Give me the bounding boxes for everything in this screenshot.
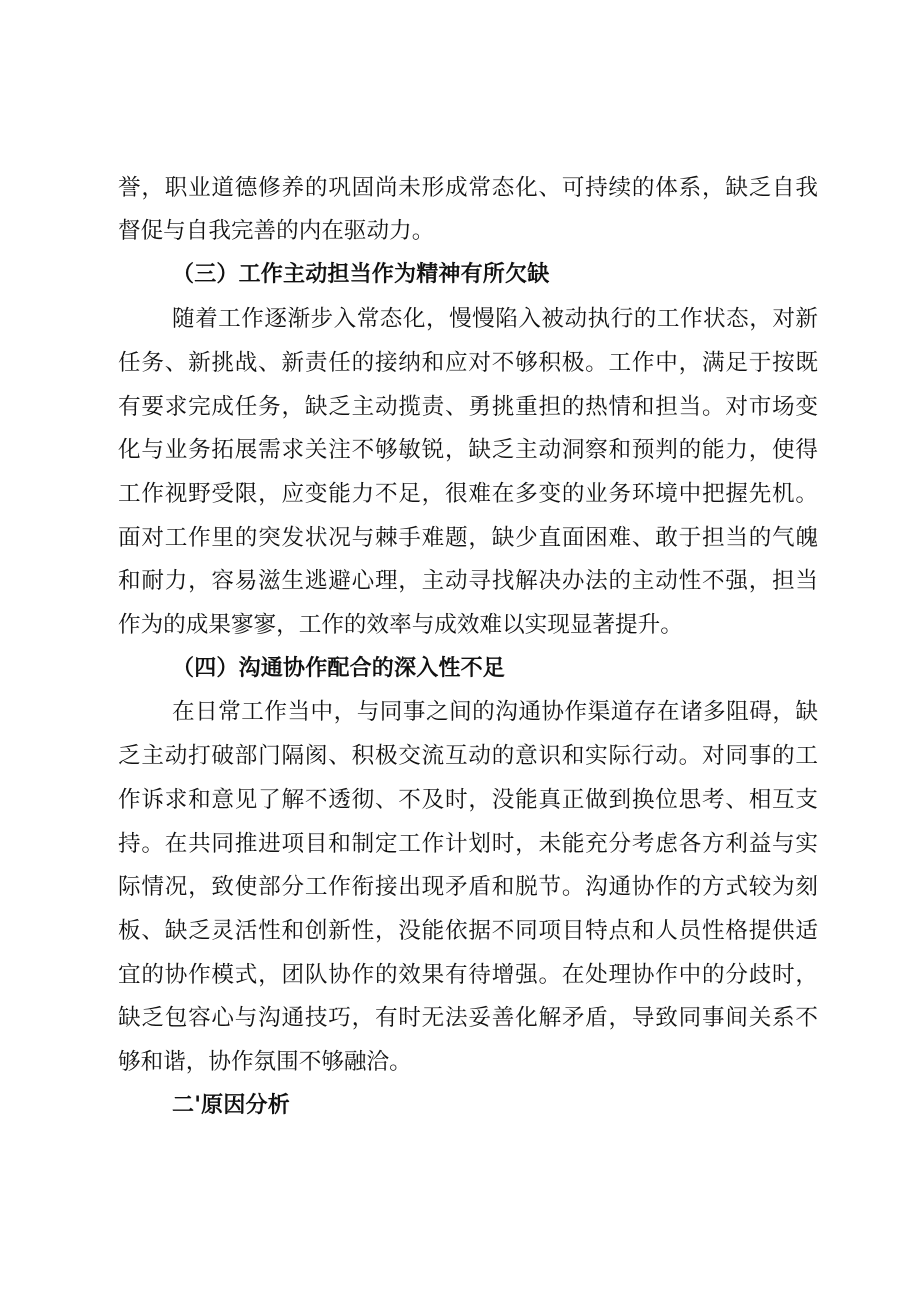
paragraph-line: 督促与自我完善的内在驱动力。 xyxy=(118,218,435,244)
paragraph-line: 任务、新挑战、新责任的接纳和应对不够积极。工作中，满足于按既 xyxy=(118,350,818,376)
paragraph-line: 宜的协作模式，团队协作的效果有待增强。在处理协作中的分歧时， xyxy=(118,962,818,988)
paragraph-line: 有要求完成任务，缺乏主动揽责、勇挑重担的热情和担当。对市场变 xyxy=(118,394,818,420)
paragraph-line: 和耐力，容易滋生逃避心理，主动寻找解决办法的主动性不强，担当 xyxy=(118,568,818,594)
paragraph-line: 面对工作里的突发状况与棘手难题，缺少直面困难、敢于担当的气魄 xyxy=(118,525,818,551)
section-heading: （四）沟通协作配合的深入性不足 xyxy=(172,656,506,681)
paragraph-line: 板、缺乏灵活性和创新性，没能依据不同项目特点和人员性格提供适 xyxy=(118,918,818,944)
paragraph-line: 够和谐，协作氛围不够融洽。 xyxy=(118,1049,412,1075)
paragraph-line: 缺乏包容心与沟通技巧，有时无法妥善化解矛盾，导致同事间关系不 xyxy=(118,1005,818,1031)
paragraph-line: 誉，职业道德修养的巩固尚未形成常态化、可持续的体系，缺乏自我 xyxy=(118,175,818,201)
paragraph-line: 作为的成果寥寥，工作的效率与成效难以实现显著提升。 xyxy=(118,612,683,638)
paragraph-line: 乏主动打破部门隔阂、积极交流互动的意识和实际行动。对同事的工 xyxy=(118,743,818,769)
paragraph-line: 工作视野受限，应变能力不足，很难在多变的业务环境中把握先机。 xyxy=(118,481,818,507)
paragraph-line: 随着工作逐渐步入常态化，慢慢陷入被动执行的工作状态，对新 xyxy=(172,306,818,332)
paragraph-line: 作诉求和意见了解不透彻、不及时，没能真正做到换位思考、相互支 xyxy=(118,787,818,813)
section-heading: 二'原因分析 xyxy=(172,1093,290,1118)
paragraph-line: 际情况，致使部分工作衔接出现矛盾和脱节。沟通协作的方式较为刻 xyxy=(118,874,818,900)
paragraph-line: 化与业务拓展需求关注不够敏锐，缺乏主动洞察和预判的能力，使得 xyxy=(118,437,818,463)
paragraph-line: 在日常工作当中，与同事之间的沟通协作渠道存在诸多阻碍，缺 xyxy=(172,699,818,725)
paragraph-line: 持。在共同推进项目和制定工作计划时，未能充分考虑各方利益与实 xyxy=(118,831,818,857)
section-heading: （三）工作主动担当作为精神有所欠缺 xyxy=(172,262,550,287)
